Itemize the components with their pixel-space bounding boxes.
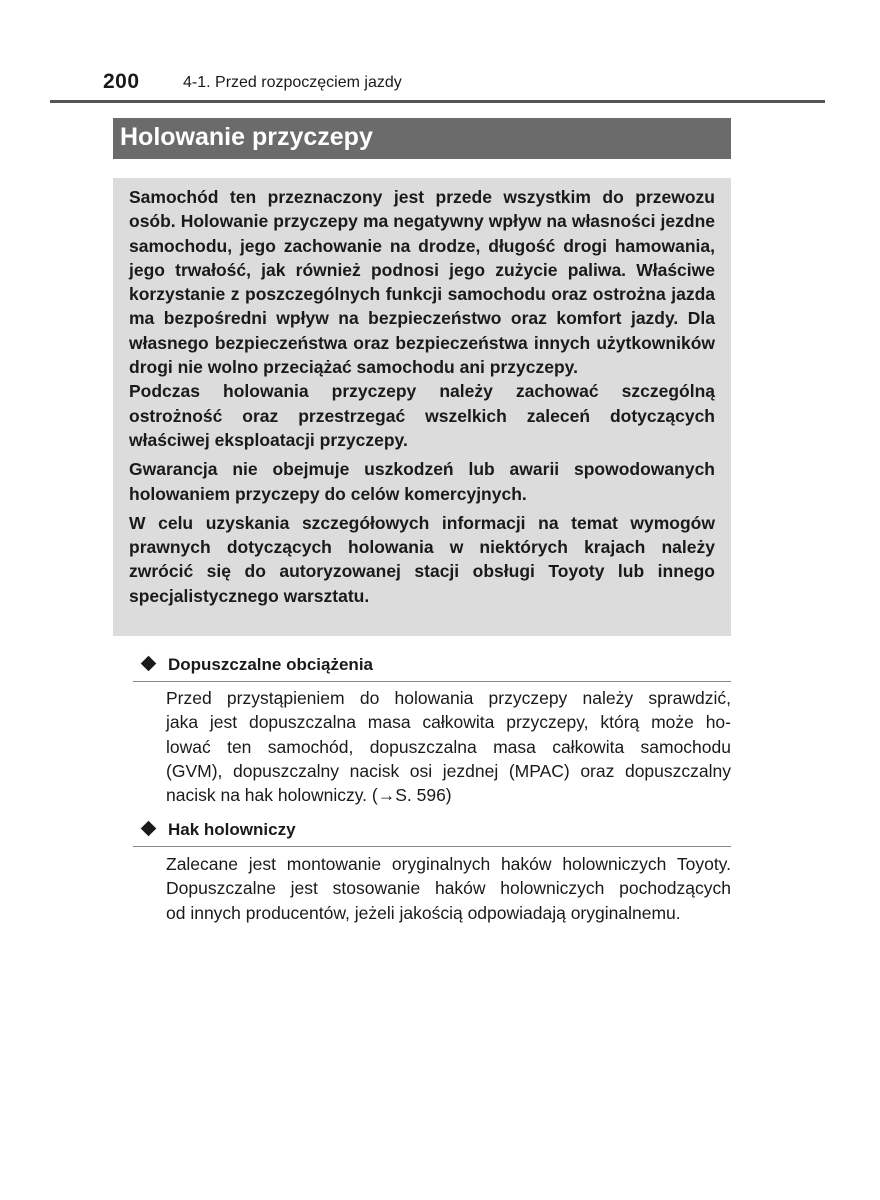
diamond-bullet-icon — [141, 656, 157, 672]
section-heading-label: Dopuszczalne obciążenia — [168, 655, 373, 674]
warning-paragraph: Gwarancja nie obejmuje uszkodzeń lub awarii spowodowanych holowaniem przyczepy do celów komercyjnych. — [129, 459, 715, 504]
warning-box — [113, 178, 731, 636]
section-heading-tow-hitch — [140, 820, 731, 844]
chapter-title: 4-1. Przed rozpoczęciem jazdy — [183, 74, 402, 91]
warning-paragraph: W celu uzyskania szczegółowych informacji na temat wymogów prawnych dotyczących holowania w niektórych krajach należy zwrócić się do autoryzowanej stacji obsługi Toyoty lub innego specjalistycznego warsztatu. — [129, 512, 715, 606]
body-line: od innych producentów, jeżeli jakością odpowiadają oryginalnemu. — [166, 902, 681, 923]
body-line: nacisk na hak holowniczy. (→S. 596) — [166, 785, 452, 806]
page-header — [103, 70, 823, 100]
body-line: Zalecane jest montowanie oryginalnych haków holowniczych Toyoty. — [166, 854, 731, 874]
body-line: jaka jest dopuszczalna masa całkowita przyczepy, którą może ho- — [166, 712, 731, 733]
warning-paragraph: Samochód ten przeznaczony jest przede wszystkim do przewozu osób. Holowanie przyczepy ma negatywny wpływ na własności jezdne samochodu, jego zachowanie na drodze, długość drogi hamowania, jego trwałość, jak również podnosi jego zużycie paliwa. Właściwe korzystanie z poszczególnych funkcji samochodu oraz ostrożna jazda ma bezpośredni wpływ na bezpieczeństwo oraz komfort jazdy. Dla własnego bezpieczeństwa oraz bezpieczeństwa innych użytkowników drogi nie wolno przeciążać samochodu ani przyczepy. — [129, 187, 715, 378]
section-heading-label: Hak holowniczy — [168, 820, 296, 839]
body-line: (GVM), dopuszczalny nacisk osi jezdnej (MPAC) oraz dopuszczalny — [166, 760, 731, 781]
section-divider — [133, 681, 731, 682]
section-divider — [133, 846, 731, 847]
section-heading-permissible-loads — [140, 655, 731, 679]
section-title-bar — [113, 118, 731, 159]
body-line: Przed przystąpieniem do holowania przyczepy należy sprawdzić, — [166, 688, 731, 708]
warning-paragraph: Podczas holowania przyczepy należy zachować szczególną ostrożność oraz przestrzegać wszelkich zaleceń dotyczących właściwej eksploatacji przyczepy. — [129, 381, 715, 450]
header-divider — [50, 100, 825, 103]
page-title: Holowanie przyczepy — [120, 123, 373, 151]
page-number: 200 — [103, 70, 140, 93]
body-line: Dopuszczalne jest stosowanie haków holowniczych pochodzących — [166, 878, 731, 899]
body-line: lować ten samochód, dopuszczalna masa całkowita samochodu — [166, 736, 731, 757]
section-body-permissible-loads — [166, 686, 731, 807]
diamond-bullet-icon — [141, 821, 157, 837]
section-body-tow-hitch — [166, 852, 731, 925]
warning-text — [129, 185, 715, 613]
